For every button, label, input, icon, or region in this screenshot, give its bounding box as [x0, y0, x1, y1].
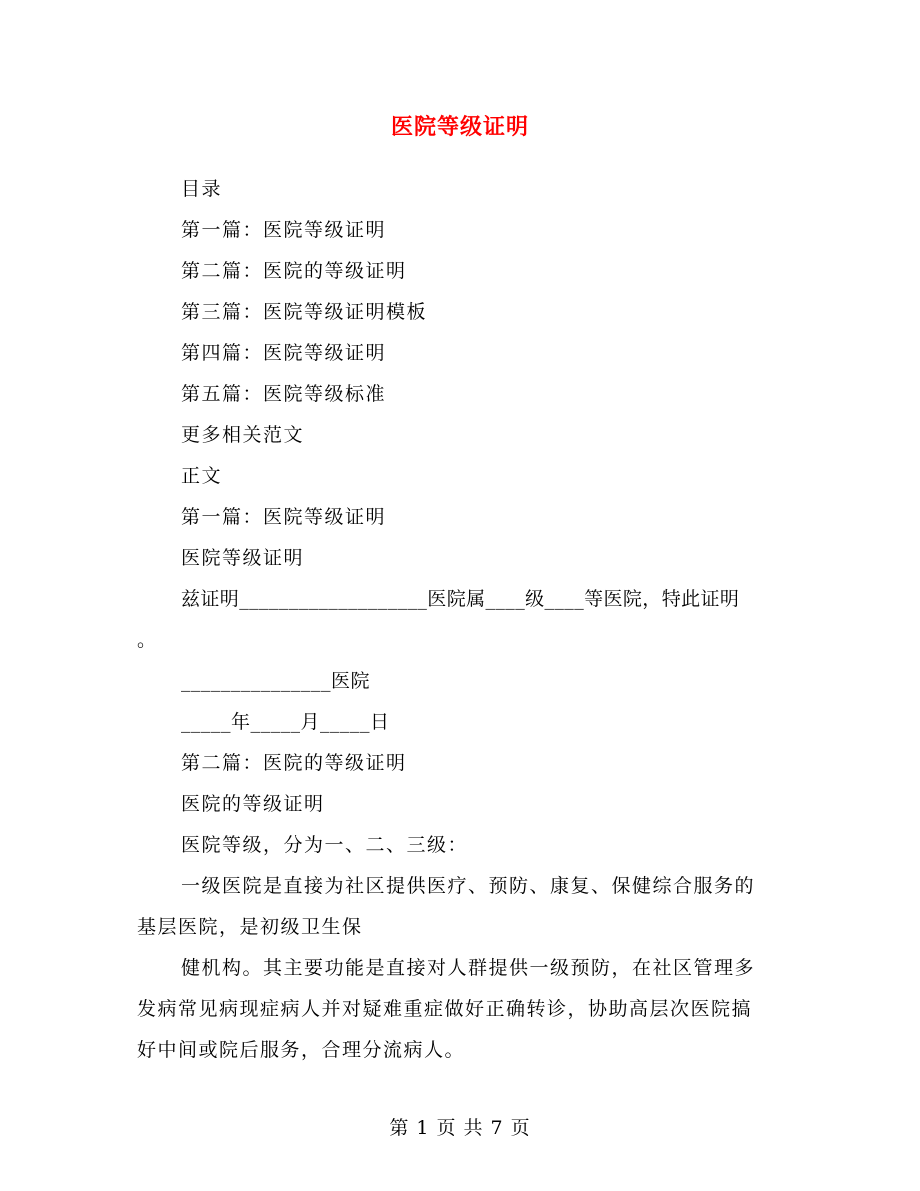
page-indicator: 第 1 页 共 7 页: [389, 1117, 531, 1139]
section-heading: 第一篇：医院等级证明: [181, 506, 387, 528]
paragraph-line: 一级医院是直接为社区提供医疗、预防、康复、保健综合服务的: [181, 875, 756, 897]
paragraph-line: 健机构。其主要功能是直接对人群提供一级预防，在社区管理多: [181, 957, 756, 979]
paragraph-line: 医院等级，分为一、二、三级：: [181, 834, 469, 856]
paragraph-line: 发病常见病现症病人并对疑难重症做好正确转诊，协助高层次医院搞: [137, 998, 753, 1020]
toc-item: 第三篇：医院等级证明模板: [181, 301, 428, 323]
toc-item: 第四篇：医院等级证明: [181, 342, 387, 364]
section-heading: 第二篇：医院的等级证明: [181, 752, 407, 774]
signature-hospital: _______________医院: [181, 670, 371, 692]
toc-heading: 目录: [181, 178, 223, 200]
certificate-line-end: 。: [137, 629, 158, 651]
signature-date: _____年_____月_____日: [181, 711, 390, 733]
section-title: 医院的等级证明: [181, 793, 325, 815]
toc-item: 第五篇：医院等级标准: [181, 383, 387, 405]
document-title: 医院等级证明: [390, 114, 529, 140]
toc-item: 第一篇：医院等级证明: [181, 219, 387, 241]
paragraph-line: 好中间或院后服务，合理分流病人。: [137, 1039, 466, 1061]
section-title: 医院等级证明: [181, 547, 305, 569]
body-heading: 正文: [181, 465, 223, 487]
toc-item: 第二篇：医院的等级证明: [181, 260, 407, 282]
certificate-line: 兹证明___________________医院属____级____等医院，特此证明: [181, 588, 740, 610]
toc-item: 更多相关范文: [181, 424, 305, 446]
paragraph-line: 基层医院，是初级卫生保: [137, 916, 363, 938]
